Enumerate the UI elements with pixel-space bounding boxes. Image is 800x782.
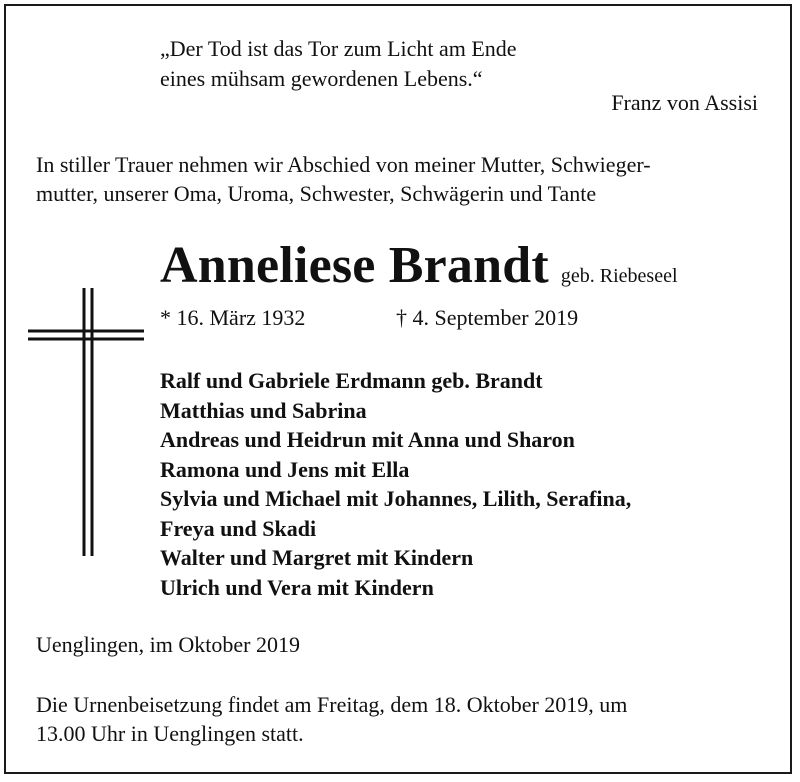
mourner-line: Ulrich und Vera mit Kindern (160, 574, 434, 600)
death-date: † 4. September 2019 (396, 305, 579, 330)
birth-date: * 16. März 1932 (160, 305, 306, 330)
intro-line-1: In stiller Trauer nehmen wir Abschied von meiner Mutter, Schwieger- (36, 152, 651, 177)
quote-line-1: „Der Tod ist das Tor zum Licht am Ende (160, 36, 517, 61)
quote-author: Franz von Assisi (611, 90, 758, 115)
double-line-cross-icon (28, 288, 152, 556)
mourner-line: Freya und Skadi (160, 515, 317, 541)
deceased-name-row (160, 236, 678, 295)
mourner-line: Walter und Margret mit Kindern (160, 545, 474, 570)
quote (160, 34, 517, 94)
intro-text (36, 150, 766, 208)
quote-line-2: eines mühsam gewordenen Lebens.“ (160, 66, 483, 91)
mourners-list (160, 366, 631, 602)
mourner-line: Sylvia und Michael mit Johannes, Lilith, Serafina, (160, 486, 632, 511)
mourner-line: Matthias und Sabrina (160, 397, 367, 423)
mourner-line: Andreas und Heidrun mit Anna und Sharon (160, 427, 575, 452)
intro-line-2: mutter, unserer Oma, Uroma, Schwester, Schwägerin und Tante (36, 181, 597, 206)
mourner-line: Ramona und Jens mit Ella (160, 456, 410, 482)
burial-notice (36, 690, 764, 748)
deceased-name: Anneliese Brandt (160, 237, 549, 294)
mourner-line: Ralf und Gabriele Erdmann geb. Brandt (160, 368, 543, 393)
place-date: Uenglingen, im Oktober 2019 (36, 632, 300, 657)
notice-line-2: 13.00 Uhr in Uenglingen statt. (36, 721, 304, 746)
maiden-name: geb. Riebeseel (560, 265, 678, 287)
notice-line-1: Die Urnenbeisetzung findet am Freitag, dem 18. Oktober 2019, um (36, 692, 628, 717)
obituary-notice (4, 4, 792, 774)
